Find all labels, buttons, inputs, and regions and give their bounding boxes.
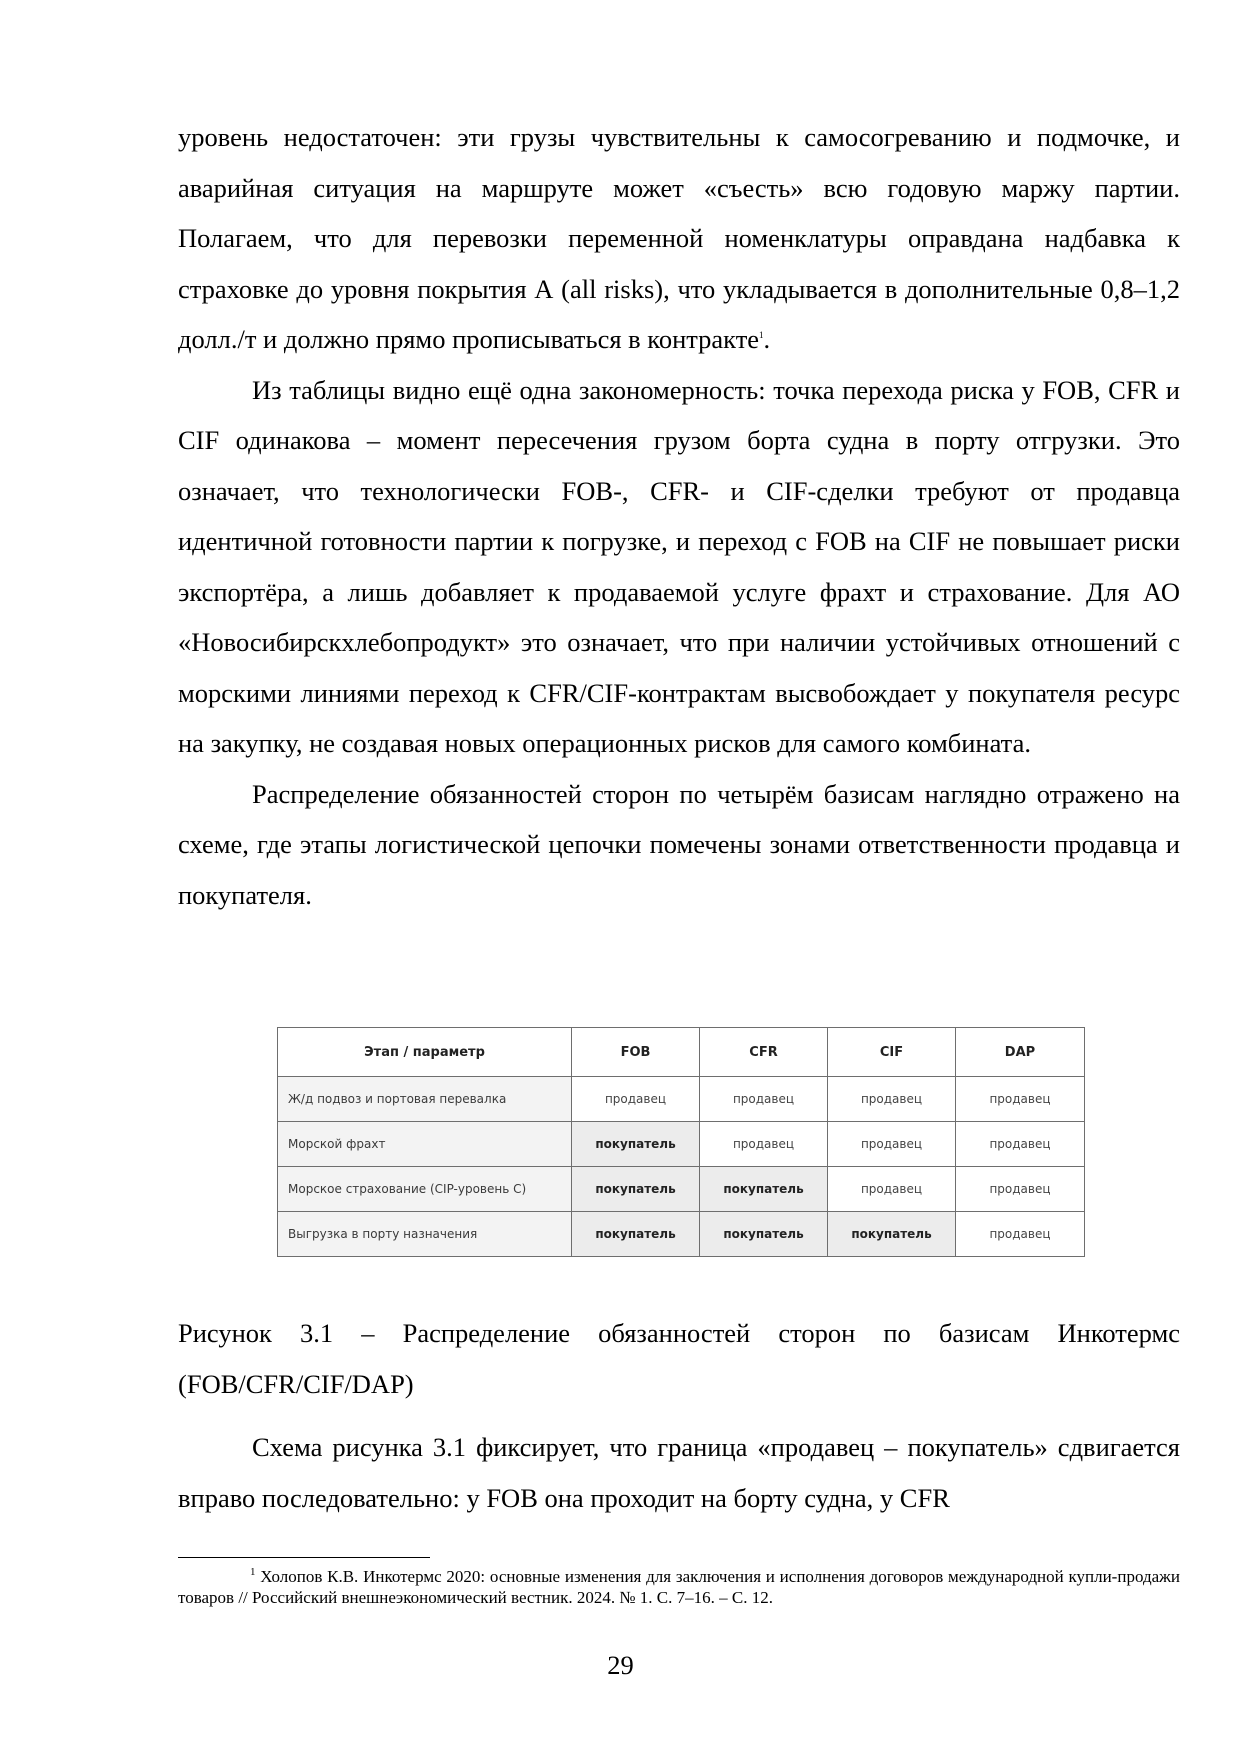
column-header: FOB — [572, 1028, 700, 1077]
paragraph: Распределение обязанностей сторон по четырём базисам наглядно отражено на схеме, где этапы логистической цепочки помечены зонами ответственности продавца и покупателя. — [178, 778, 1180, 910]
stage-cell: Морское страхование (CIP-уровень C) — [278, 1167, 572, 1212]
paragraph: Из таблицы видно ещё одна закономерность: точка перехода риска у FOB, CFR и CIF одинакова – момент пересечения грузом борта судна в порту отгрузки. Это означает, что технологически FOB-, CFR- и CIF-сделки требуют от продавца идентичной готовности партии к погрузке, и переход с FOB на CIF не повышает риски экспортёра, а лишь добавляет к продаваемой услуге фрахт и страхование. Для АО «Новосибирскхлебопродукт» это означает, что при наличии устойчивых отношений с морскими линиями переход к CFR/CIF-контрактам высвобождает у покупателя ресурс на закупку, не создавая новых операционных рисков для самого комбината. — [178, 374, 1180, 758]
table-row — [278, 1122, 1085, 1167]
table-header-row — [278, 1028, 1085, 1077]
column-header: CIF — [828, 1028, 956, 1077]
column-header: CFR — [700, 1028, 828, 1077]
column-header: Этап / параметр — [278, 1028, 572, 1077]
stage-cell: Морской фрахт — [278, 1122, 572, 1167]
responsibility-table — [277, 1027, 1085, 1257]
body-text-top — [178, 112, 1180, 920]
stage-cell: Выгрузка в порту назначения — [278, 1212, 572, 1257]
table-cell: продавец — [956, 1077, 1085, 1122]
table-row — [278, 1212, 1085, 1257]
table-row — [278, 1077, 1085, 1122]
footnote-mark: 1 — [250, 1566, 256, 1579]
stage-cell: Ж/д подвоз и портовая перевалка — [278, 1077, 572, 1122]
table-cell: покупатель — [828, 1212, 956, 1257]
footnote-reference[interactable]: 1 — [759, 330, 764, 341]
footnote-text: Холопов К.В. Инкотермс 2020: основные изменения для заключения и исполнения договоров международной купли-продажи товаров // Российский внешнеэкономический вестник. 2024. № 1. С. 7–16. – С. 12. — [178, 1567, 1180, 1607]
footnote-separator — [178, 1557, 430, 1558]
table-cell: продавец — [828, 1077, 956, 1122]
table-cell: покупатель — [572, 1212, 700, 1257]
table-row — [278, 1167, 1085, 1212]
table-cell: покупатель — [572, 1167, 700, 1212]
table-cell: продавец — [700, 1122, 828, 1167]
column-header: DAP — [956, 1028, 1085, 1077]
footnote — [178, 1566, 1180, 1608]
table-cell: продавец — [956, 1167, 1085, 1212]
figure-caption: Рисунок 3.1 – Распределение обязанностей сторон по базисам Инкотермс (FOB/CFR/CIF/DAP) — [178, 1318, 1180, 1399]
table-cell: продавец — [700, 1077, 828, 1122]
paragraph-text: уровень недостаточен: эти грузы чувствительны к самосогреванию и подмочке, и аварийная ситуация на маршруте может «съесть» всю годовую маржу партии. Полагаем, что для перевозки переменной номенклатуры оправдана надбавка к страховке до уровня покрытия А (all risks), что укладывается в дополнительные 0,8–1,2 долл./т и должно прямо прописываться в контракте — [178, 122, 1180, 354]
page-number: 29 — [607, 1650, 634, 1680]
paragraph — [178, 112, 1180, 365]
table-cell: продавец — [828, 1122, 956, 1167]
paragraph: Схема рисунка 3.1 фиксирует, что граница «продавец – покупатель» сдвигается вправо последовательно: у FOB она проходит на борту судна, у CFR — [178, 1432, 1180, 1513]
table-cell: продавец — [956, 1122, 1085, 1167]
table-cell: покупатель — [700, 1167, 828, 1212]
table-cell: продавец — [956, 1212, 1085, 1257]
body-text-bottom — [178, 1422, 1180, 1523]
table-cell: продавец — [572, 1077, 700, 1122]
table-cell: покупатель — [700, 1212, 828, 1257]
paragraph-end: . — [763, 324, 771, 354]
table-cell: покупатель — [572, 1122, 700, 1167]
incoterms-responsibility-figure — [277, 1027, 1084, 1259]
table-cell: продавец — [828, 1167, 956, 1212]
